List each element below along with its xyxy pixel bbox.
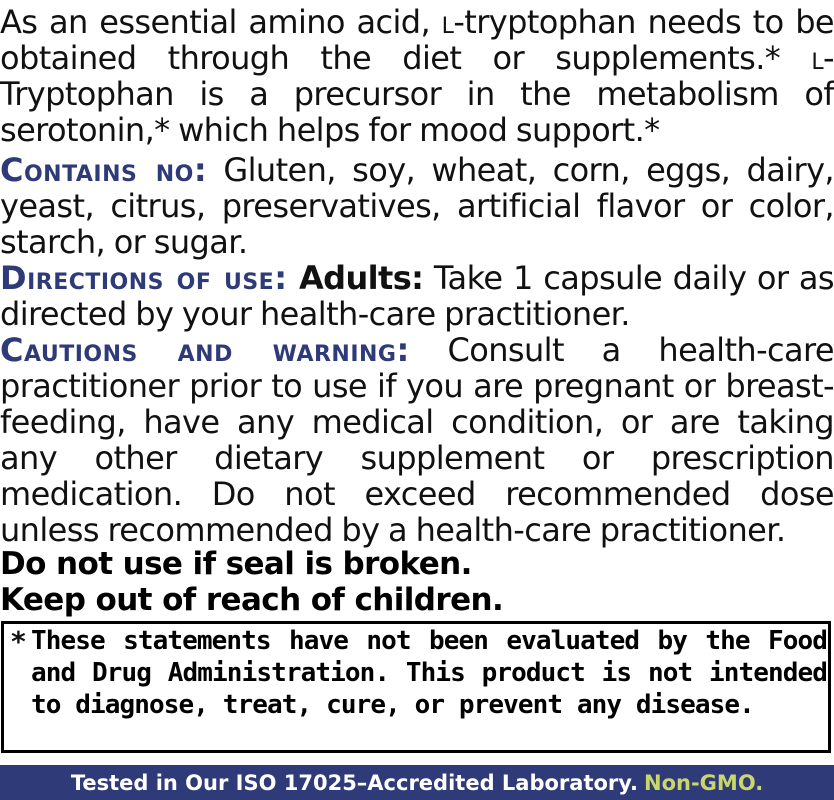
cautions-paragraph	[0, 332, 834, 548]
seal-warning: Do not use if seal is broken.	[0, 546, 472, 582]
disclaimer-box	[1, 621, 831, 753]
footer-non-gmo: Non-GMO.	[644, 770, 764, 795]
cautions-heading: Cautions and warning:	[0, 331, 410, 369]
intro-text-3: -Tryptophan is a precursor in the metabolism of serotonin,* which helps for mood support.*	[0, 39, 834, 149]
contains-paragraph	[0, 152, 834, 260]
intro-text-2: -tryptophan needs to be obtained through the diet or supplements.*	[0, 3, 834, 77]
disclaimer-text: These statements have not been evaluated by the Food and Drug Administration. This product is not intended to diagnose, treat, cure, or prevent any disease.	[31, 626, 827, 720]
intro-smallcap-2: l	[811, 39, 824, 77]
directions-text: Take 1 capsule daily or as directed by your health-care practitioner.	[0, 259, 834, 333]
cautions-text: Consult a health-care practitioner prior to use if you are pregnant or breast-feeding, have any medical condition, or are taking any other dietary supplement or prescription medication. Do not exceed recommended dose unless recommended by a health-care practitioner.	[0, 331, 834, 549]
intro-text-1: As an essential amino acid,	[0, 3, 442, 41]
footer-tested-text: Tested in Our ISO 17025–Accredited Laboratory.	[70, 770, 639, 795]
children-warning: Keep out of reach of children.	[0, 582, 504, 618]
directions-lead: Adults:	[287, 259, 424, 297]
contains-text: Gluten, soy, wheat, corn, eggs, dairy, yeast, citrus, preservatives, artificial flavor or color, starch, or sugar.	[0, 151, 834, 261]
disclaimer-asterisk: *	[10, 625, 27, 658]
intro-paragraph	[0, 4, 834, 148]
intro-smallcap-1: l	[441, 3, 454, 41]
footer-banner	[0, 765, 834, 800]
directions-paragraph	[0, 260, 834, 332]
contains-heading: Contains no:	[0, 151, 208, 189]
directions-heading: Directions of use:	[0, 259, 288, 297]
